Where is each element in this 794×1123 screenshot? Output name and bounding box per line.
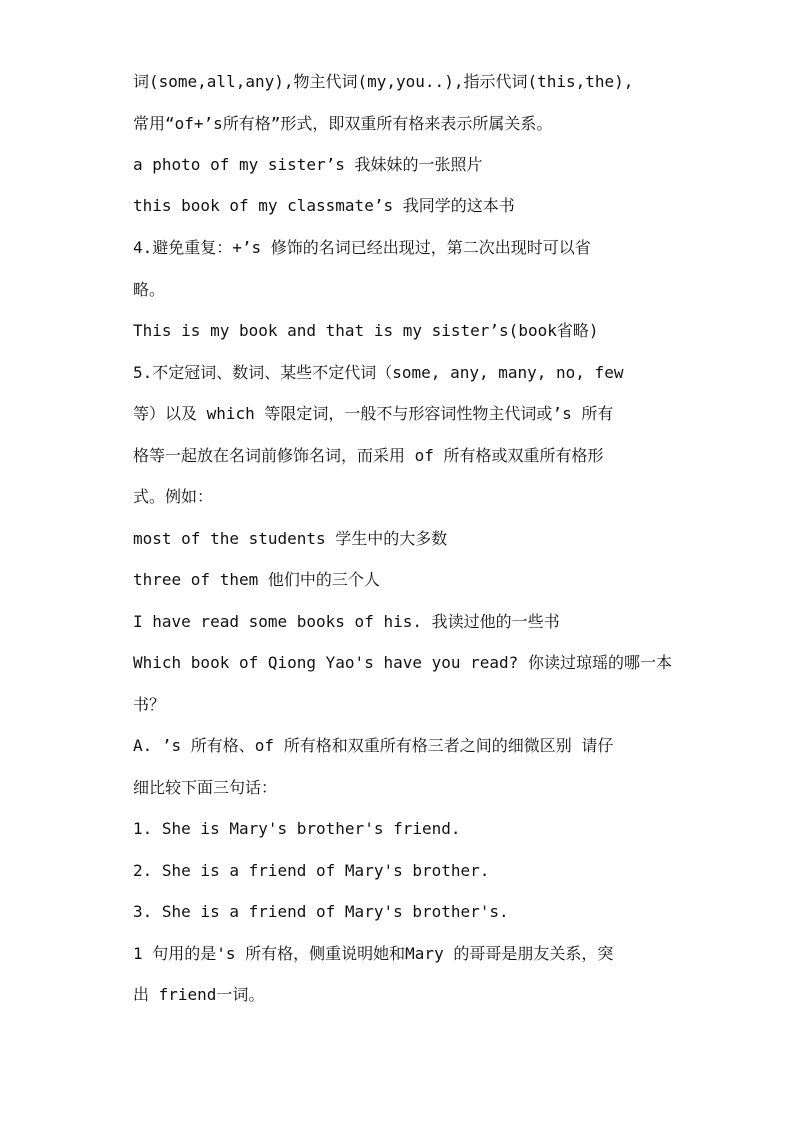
text-line-19: 1. She is Mary's brother's friend. xyxy=(133,819,461,838)
text-line-2: 常用“of+’s所有格”形式，即双重所有格来表示所属关系。 xyxy=(133,114,553,133)
text-line-12: most of the students 学生中的大多数 xyxy=(133,529,448,548)
text-line-4: this book of my classmate’s 我同学的这本书 xyxy=(133,196,515,215)
text-line-3: a photo of my sister’s 我妹妹的一张照片 xyxy=(133,155,483,174)
text-line-7: This is my book and that is my sister’s(book省略) xyxy=(133,321,599,340)
text-line-9: 等）以及 which 等限定词，一般不与形容词性物主代词或’s 所有 xyxy=(133,404,614,423)
text-line-1: 词(some,all,any),物主代词(my,you..),指示代词(this,the), xyxy=(133,72,634,91)
text-line-5: 4.避免重复：+’s 修饰的名词已经出现过，第二次出现时可以省 xyxy=(133,238,591,257)
text-line-17: A. ’s 所有格、of 所有格和双重所有格三者之间的细微区别 请仔 xyxy=(133,736,614,755)
text-line-20: 2. She is a friend of Mary's brother. xyxy=(133,861,490,880)
text-line-22: 1 句用的是's 所有格，侧重说明她和Mary 的哥哥是朋友关系，突 xyxy=(133,944,614,963)
text-line-14: I have read some books of his. 我读过他的一些书 xyxy=(133,612,560,631)
text-line-11: 式。例如： xyxy=(133,487,214,506)
text-line-16: 书？ xyxy=(133,695,166,714)
text-line-13: three of them 他们中的三个人 xyxy=(133,570,380,589)
text-line-15: Which book of Qiong Yao's have you read? 你读过琼瑶的哪一本 xyxy=(133,653,672,672)
text-line-10: 格等一起放在名词前修饰名词，而采用 of 所有格或双重所有格形 xyxy=(133,446,604,465)
text-line-6: 略。 xyxy=(133,280,166,299)
text-line-8: 5.不定冠词、数词、某些不定代词（some, any, many, no, few xyxy=(133,363,624,382)
text-line-18: 细比较下面三句话： xyxy=(133,778,278,797)
text-line-21: 3. She is a friend of Mary's brother's. xyxy=(133,902,509,921)
text-line-23: 出 friend一词。 xyxy=(133,985,265,1004)
